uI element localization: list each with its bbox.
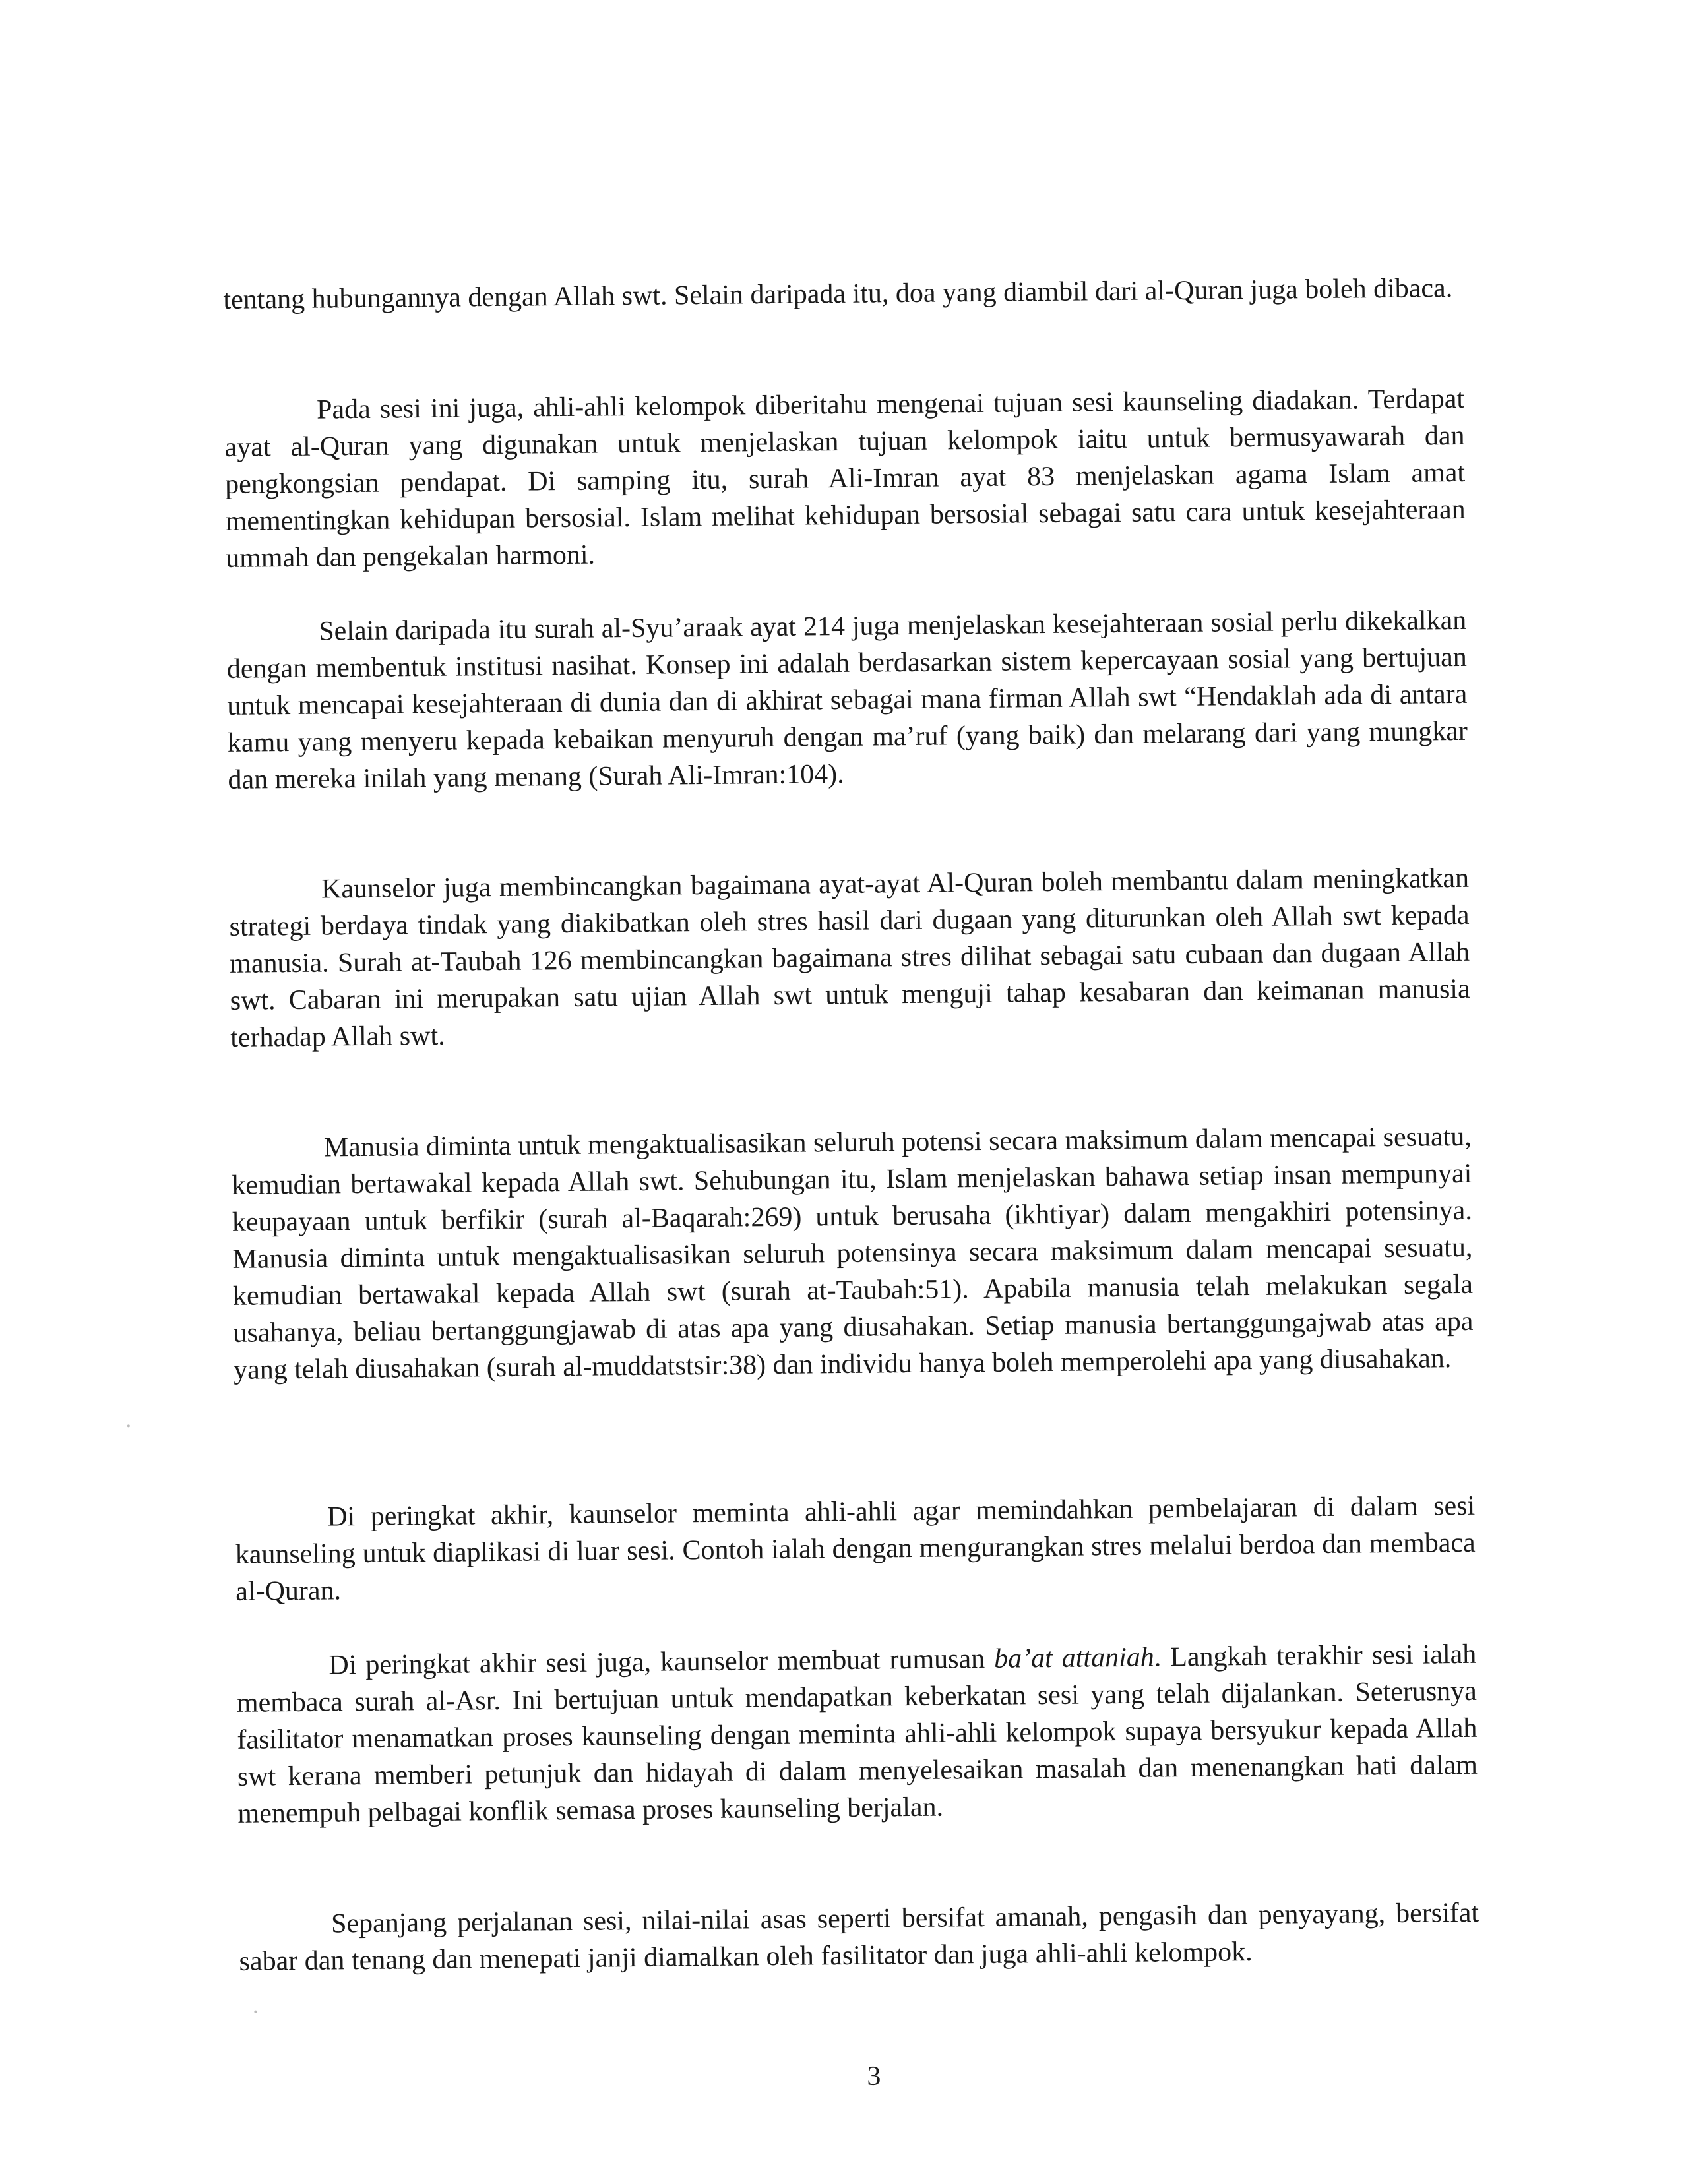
paragraph-social-wellbeing: Selain daripada itu surah al-Syu’araak ayat 214 juga menjelaskan kesejahteraan sosial perlu dikekalkan dengan membentuk institusi nasihat. Konsep ini adalah berdasarkan sistem kepercayaan sosial yang bertujuan untuk mencapai kesejahteraan di dunia dan di akhirat sebagai mana firman Allah swt “Hendaklah ada di antara kamu yang menyeru kepada kebaikan menyuruh dengan ma’ruf (yang baik) dan melarang dari yang mungkar dan mereka inilah yang menang (Surah Ali-Imran:104). <box>226 605 1468 795</box>
page-number: 3 <box>867 2061 881 2092</box>
paragraph-session-closing <box>236 1636 1478 1833</box>
paragraph-text: Di peringkat akhir sesi juga, kaunselor membuat rumusan <box>328 1643 995 1681</box>
paragraph-text: . Langkah terakhir sesi ialah membaca surah al-Asr. Ini bertujuan untuk mendapatkan keberkatan sesi yang telah dijalankan. Seterusnya fasilitator menamatkan proses kaunseling dengan meminta ahli-ahli kelompok supaya bersyukur kepada Allah swt kerana memberi petunjuk dan hidayah di dalam menyelesaikan masalah dan menenangkan hati dalam menempuh pelbagai konflik semasa proses kaunseling berjalan. <box>236 1639 1478 1829</box>
paragraph-session-purpose: Pada sesi ini juga, ahli-ahli kelompok diberitahu mengenai tujuan sesi kaunseling diadakan. Terdapat ayat al-Quran yang digunakan untuk menjelaskan tujuan kelompok iaitu untuk bermusyawarah dan pengkongsian pendapat. Di samping itu, surah Ali-Imran ayat 83 menjelaskan agama Islam amat mementingkan kehidupan bersosial. Islam melihat kehidupan bersosial sebagai satu cara untuk kesejahteraan ummah dan pengekalan harmoni. <box>224 383 1466 574</box>
paragraph-continuation: tentang hubungannya dengan Allah swt. Selain daripada itu, doa yang diambil dari al-Quran juga boleh dibaca. <box>223 273 1453 315</box>
paragraph-actualisation: Manusia diminta untuk mengaktualisasikan seluruh potensi secara maksimum dalam mencapai sesuatu, kemudian bertawakal kepada Allah swt. Sehubungan itu, Islam menjelaskan bahawa setiap insan mempunyai keupayaan untuk berfikir (surah al-Baqarah:269) untuk berusaha (ikhtiyar) dalam mengakhiri potensinya. Manusia diminta untuk mengaktualisasikan seluruh potensinya secara maksimum dalam mencapai sesuatu, kemudian bertawakal kepada Allah swt (surah at-Taubah:51). Apabila manusia telah melakukan segala usahanya, beliau bertanggungjawab di atas apa yang diusahakan. Setiap manusia bertanggungajwab atas apa yang telah diusahakan (surah al-muddatstsir:38) dan individu hanya boleh memperolehi apa yang diusahakan. <box>232 1121 1474 1385</box>
scan-speck <box>127 1424 130 1427</box>
italic-term: ba’at attaniah <box>993 1642 1154 1674</box>
scan-speck <box>254 2011 257 2013</box>
paragraph-core-values: Sepanjang perjalanan sesi, nilai-nilai asas seperti bersifat amanah, pengasih dan penyayang, bersifat sabar dan tenang dan menepati janji diamalkan oleh fasilitator dan juga ahli-ahli kelompok. <box>239 1897 1480 1977</box>
paragraph-stress-strategy: Kaunselor juga membincangkan bagaimana ayat-ayat Al-Quran boleh membantu dalam meningkatkan strategi berdaya tindak yang diakibatkan oleh stres hasil dari dugaan yang diturunkan oleh Allah swt kepada manusia. Surah at-Taubah 126 membincangkan bagaimana stres dilihat sebagai satu cubaan dan dugaan Allah swt. Cabaran ini merupakan satu ujian Allah swt untuk menguji tahap kesabaran dan keimanan manusia terhadap Allah swt. <box>229 863 1470 1053</box>
paragraph-final-stage: Di peringkat akhir, kaunselor meminta ahli-ahli agar memindahkan pembelajaran di dalam sesi kaunseling untuk diaplikasi di luar sesi. Contoh ialah dengan mengurangkan stres melalui berdoa dan membaca al-Quran. <box>235 1490 1476 1607</box>
